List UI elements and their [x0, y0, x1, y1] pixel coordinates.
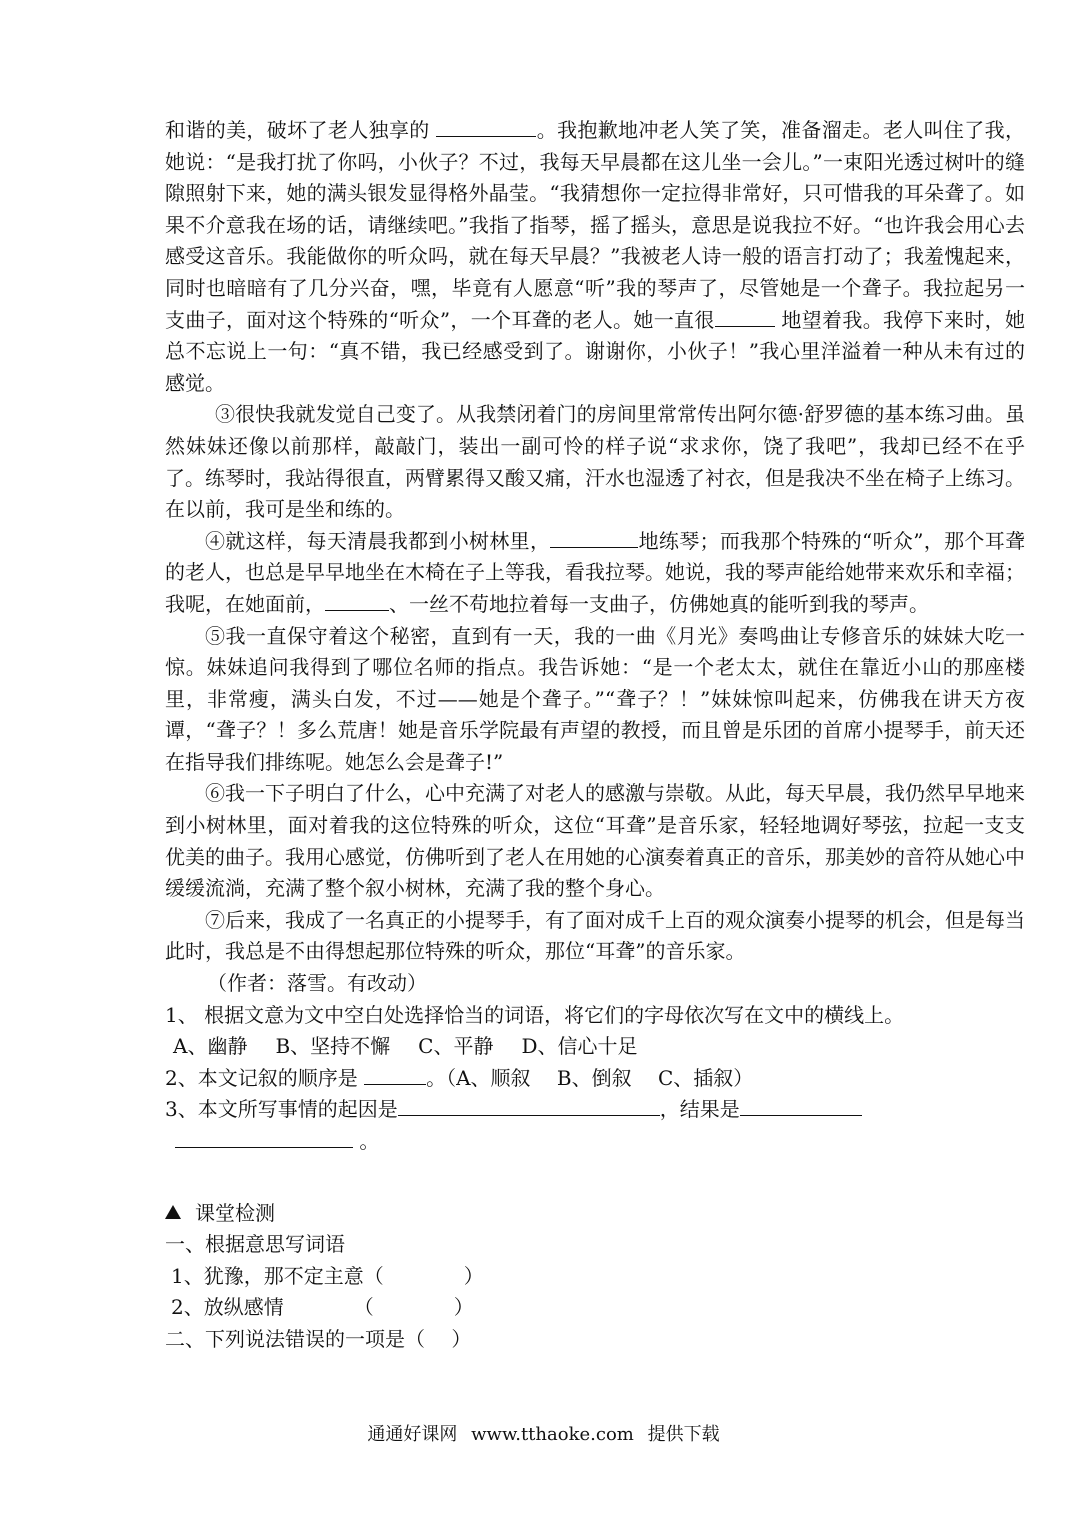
answer-blank[interactable]	[740, 1095, 862, 1116]
passage-paragraph-2	[165, 115, 1025, 399]
footer-suffix: 提供下载	[647, 1424, 720, 1445]
question-text: 2、本文记叙的顺序是	[165, 1065, 358, 1090]
option-b: B、坚持不懈	[275, 1034, 391, 1059]
passage-text: 地练琴；而我那个特殊的“听众”，那个耳聋的老人，也总是早早地坐在木椅在子上等我，看我拉琴。她说，我的琴声能给她带来欢乐和幸福；我呢，在她面前，	[165, 528, 1026, 616]
passage-text: 和谐的美，破坏了老人独享的	[165, 118, 430, 142]
question-1-options	[165, 1031, 1025, 1063]
answer-blank[interactable]	[175, 1127, 353, 1148]
footer-url[interactable]: www.tthaoke.com	[471, 1424, 634, 1445]
document-body	[165, 115, 1025, 1356]
part-1-item-2: 2、放纵感情 （ ）	[171, 1295, 474, 1320]
footer-site: 通通好课网	[367, 1424, 458, 1445]
passage-text: ④就这样，每天清晨我都到小树林里，	[205, 528, 551, 553]
page-footer	[0, 1422, 1087, 1448]
option-c: C、平静	[418, 1034, 494, 1059]
question-3-continued	[165, 1126, 1025, 1158]
question-text: 。	[359, 1129, 380, 1153]
part-1-title: 一、根据意思写词语	[165, 1232, 345, 1257]
question-1: 1、 根据文意为文中空白处选择恰当的词语，将它们的字母依次写在文中的横线上。	[165, 1002, 905, 1027]
passage-text: 、一丝不苟地拉着每一支曲子，仿佛她真的能听到我的琴声。	[389, 591, 929, 616]
passage-paragraph-6: ⑥我一下子明白了什么，心中充满了对老人的感激与崇敬。从此，每天早晨，我仍然早早地来到小树林里，面对着我的这位特殊的听众，这位“耳聋”是音乐家，轻轻地调好琴弦，拉起一支支优美的曲子。我用心感觉，仿佛听到了老人在用她的心演奏着真正的音乐，那美妙的音符从她心中缓缓流淌，充满了整个叙小树林，充满了我的整个身心。	[165, 781, 1025, 901]
answer-blank[interactable]	[550, 527, 638, 548]
question-2	[165, 1063, 1025, 1095]
passage-paragraph-7: ⑦后来，我成了一名真正的小提琴手，有了面对成千上百的观众演奏小提琴的机会，但是每当此时，我总是不由得想起那位特殊的听众，那位“耳聋”的音乐家。	[165, 907, 1025, 964]
part-1-item-1: 1、犹豫，那不定主意（ ）	[171, 1263, 484, 1288]
answer-blank[interactable]	[325, 590, 389, 611]
passage-paragraph-4	[165, 526, 1025, 621]
answer-blank[interactable]	[715, 306, 775, 327]
author-note: （作者：落雪。有改动）	[207, 971, 427, 996]
passage-paragraph-5: ⑤我一直保守着这个秘密，直到有一天，我的一曲《月光》奏鸣曲让专修音乐的妹妹大吃一惊。妹妹追问我得到了哪位名师的指点。我告诉她：“是一个老太太，就住在靠近小山的那座楼里，非常瘦，满头白发，不过——她是个聋子。”“聋子？！”妹妹惊叫起来，仿佛我在讲天方夜谭，“聋子？！多么荒唐！她是音乐学院最有声望的教授，而且曾是乐团的首席小提琴手，前天还在指导我们排练呢。她怎么会是聋子!”	[165, 623, 1025, 774]
passage-text: 地望着我。我停下来时，她总不忘说上一句：“真不错，我已经感受到了。谢谢你，小伙子！”我心里洋溢着一种从未有过的感觉。	[165, 307, 1026, 395]
answer-blank[interactable]	[364, 1064, 426, 1085]
question-text: 3、本文所写事情的起因是	[165, 1097, 398, 1122]
option-a: A、幽静	[173, 1034, 248, 1059]
part-2-title: 二、下列说法错误的一项是（ ）	[165, 1326, 472, 1351]
option-d: D、信心十足	[521, 1034, 638, 1059]
question-text: 。（A、顺叙 B、倒叙 C、插叙）	[426, 1065, 754, 1090]
question-text: ，结果是	[659, 1097, 740, 1122]
answer-blank[interactable]	[398, 1095, 660, 1116]
passage-text: 。我抱歉地冲老人笑了笑，准备溜走。老人叫住了我，她说：“是我打扰了你吗，小伙子？不过，我每天早晨都在这儿坐一会儿。”一束阳光透过树叶的缝隙照射下来，她的满头银发显得格外晶莹。“我猜想你一定拉得非常好，只可惜我的耳朵聋了。如果不介意我在场的话，请继续吧。”我指了指琴，摇了摇头，意思是说我拉不好。“也许我会用心去感受这音乐。我能做你的听众吗，就在每天早晨？”我被老人诗一般的语言打动了；我羞愧起来，同时也暗暗有了几分兴奋，嘿，毕竟有人愿意“听”我的琴声了，尽管她是一个聋子。我拉起另一支曲子，面对这个特殊的“听众”，一个耳聋的老人。她一直很	[165, 118, 1026, 332]
section-heading-text: 课堂检测	[195, 1200, 275, 1225]
spacer	[165, 1158, 1025, 1198]
passage-paragraph-3: ③很快我就发觉自己变了。从我禁闭着门的房间里常常传出阿尔德·舒罗德的基本练习曲。虽然妹妹还像以前那样，敲敲门，装出一副可怜的样子说“求求你，饶了我吧”，我却已经不在乎了。练琴时，我站得很直，两臂累得又酸又痛，汗水也湿透了衬衣，但是我决不坐在椅子上练习。在以前，我可是坐和练的。	[165, 402, 1025, 522]
triangle-icon	[165, 1205, 181, 1219]
answer-blank[interactable]	[436, 116, 536, 137]
section-heading	[165, 1198, 1025, 1230]
question-3	[165, 1094, 1025, 1126]
